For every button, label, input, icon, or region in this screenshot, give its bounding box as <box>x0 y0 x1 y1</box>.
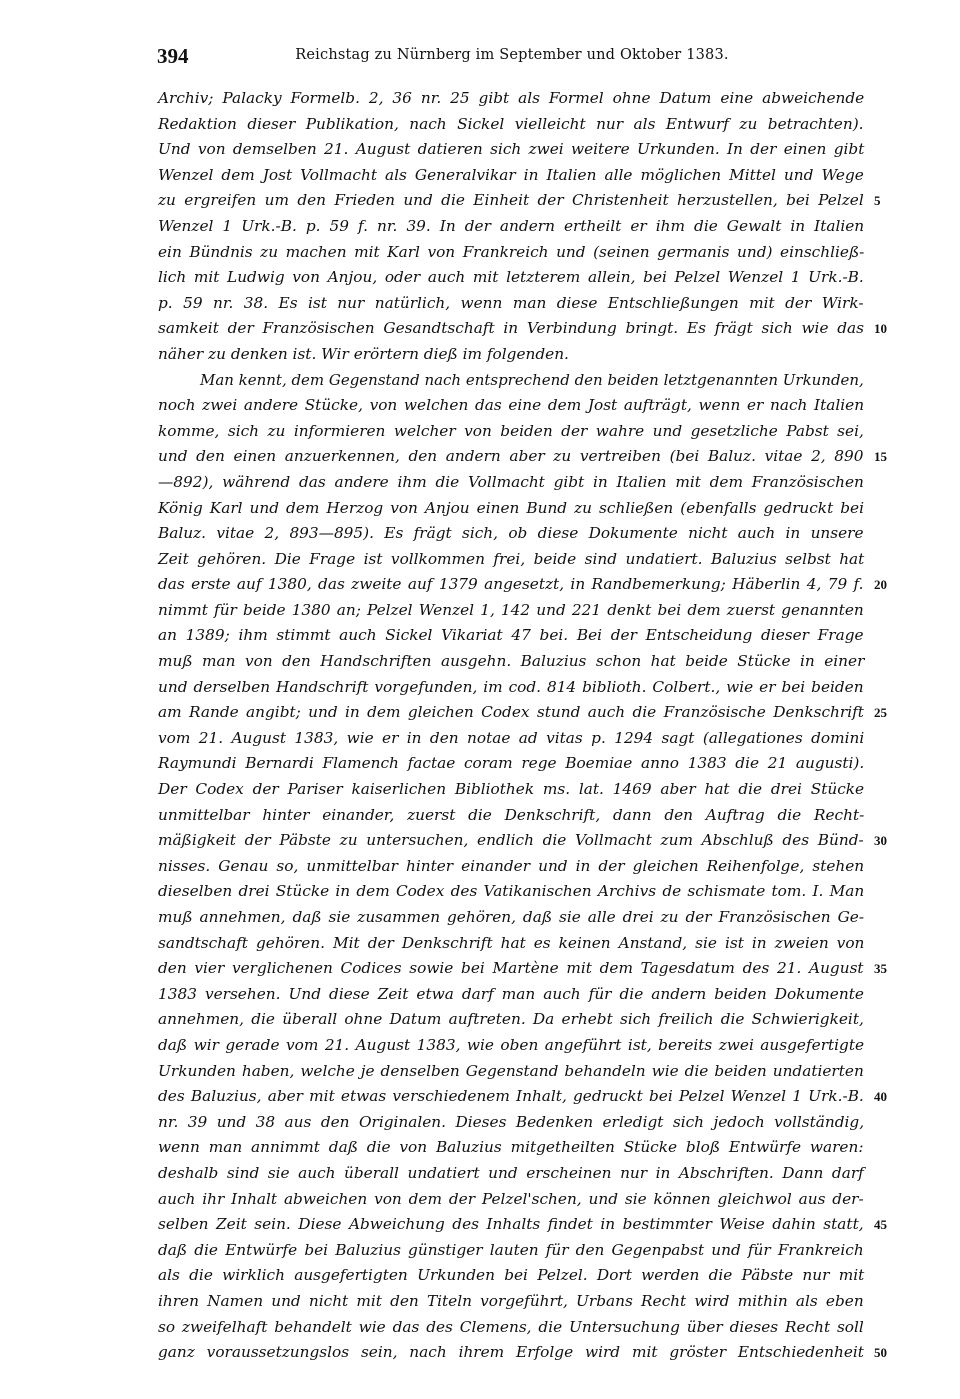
text-line-content: zu ergreifen um den Frieden und die Einheit der Christenheit herzustellen, bei Pelzel <box>158 191 864 210</box>
text-line <box>158 1007 864 1033</box>
text-line <box>158 803 864 829</box>
text-line <box>158 342 864 368</box>
text-line-content: so zweifelhaft behandelt wie das des Clemens, die Untersuchung über dieses Recht soll <box>158 1317 864 1336</box>
text-line-content: Man kennt, dem Gegenstand nach entsprechend den beiden letztgenannten Urkunden, <box>200 370 864 389</box>
text-line-content: —892), während das andere ihm die Vollmacht gibt in Italien mit dem Französischen <box>158 472 864 491</box>
text-line-content: deshalb sind sie auch überall undatiert und erscheinen nur in Abschriften. Dann darf <box>158 1163 864 1182</box>
text-line <box>158 1212 887 1238</box>
text-line <box>158 751 864 777</box>
line-number: 35 <box>874 961 887 977</box>
text-line-content: Zeit gehören. Die Frage ist vollkommen frei, beide sind undatiert. Baluzius selbst hat <box>158 549 865 568</box>
text-line-content: Baluz. vitae 2, 893—895). Es frägt sich, ob diese Dokumente nicht auch in unsere <box>158 524 864 543</box>
text-line-content: als die wirklich ausgefertigten Urkunden bei Pelzel. Dort werden die Päbste nur mit <box>158 1266 865 1285</box>
text-line-content: selben Zeit sein. Diese Abweichung des Inhalts findet in bestimmter Weise dahin statt, <box>158 1215 864 1234</box>
text-line-content: annehmen, die überall ohne Datum auftreten. Da erhebt sich freilich die Schwierigkeit, <box>158 1010 864 1029</box>
text-line <box>158 854 864 880</box>
text-line-content: daß wir gerade vom 21. August 1383, wie oben angeführt ist, bereits zwei ausgefertigte <box>158 1035 865 1054</box>
text-line <box>158 393 864 419</box>
text-line <box>158 521 864 547</box>
text-line <box>158 1289 864 1315</box>
line-number: 20 <box>874 577 887 593</box>
text-line-content: Urkunden haben, welche je denselben Gegenstand behandeln wie die beiden undatierten <box>158 1061 864 1080</box>
text-line <box>158 547 864 573</box>
line-number: 10 <box>874 321 887 337</box>
text-line <box>158 623 864 649</box>
text-line-content: Der Codex der Pariser kaiserlichen Bibliothek ms. lat. 1469 aber hat die drei Stücke <box>158 780 865 799</box>
text-line <box>158 163 864 189</box>
text-line <box>158 982 864 1008</box>
text-line-content: samkeit der Französischen Gesandtschaft in Verbindung bringt. Es frägt sich wie das <box>158 319 865 338</box>
text-line <box>158 675 864 701</box>
text-line-content: nr. 39 und 38 aus den Originalen. Dieses Bedenken erledigt sich jedoch vollständig, <box>158 1112 865 1131</box>
text-line-content: nisses. Genau so, unmittelbar hinter einander und in der gleichen Reihenfolge, stehen <box>158 856 865 875</box>
text-line <box>158 879 864 905</box>
text-line-content: Und von demselben 21. August datieren sich zwei weitere Urkunden. In der einen gibt <box>158 140 865 159</box>
line-number: 15 <box>874 449 887 465</box>
text-line-content: unmittelbar hinter einander, zuerst die Denkschrift, dann den Auftrag die Recht- <box>158 805 865 824</box>
text-line-content: den vier verglichenen Codices sowie bei Martène mit dem Tagesdatum des 21. August <box>158 959 864 978</box>
line-number: 5 <box>874 193 881 209</box>
text-line <box>158 726 864 752</box>
text-line-content: Wenzel 1 Urk.-B. p. 59 f. nr. 39. In der andern ertheilt er ihm die Gewalt in Italien <box>158 216 865 235</box>
text-line <box>158 828 887 854</box>
text-line-content: sandtschaft gehören. Mit der Denkschrift hat es keinen Anstand, sie ist in zweien von <box>158 933 865 952</box>
text-line <box>158 240 864 266</box>
text-line-content: ein Bündnis zu machen mit Karl von Frankreich und (seinen germanis und) einschließ- <box>158 242 865 261</box>
text-line-content: König Karl und dem Herzog von Anjou einen Bund zu schließen (ebenfalls gedruckt bei <box>158 498 864 517</box>
text-line-content: muß man von den Handschriften ausgehn. Baluzius schon hat beide Stücke in einer <box>158 652 865 671</box>
text-line-content: Archiv; Palacky Formelb. 2, 36 nr. 25 gibt als Formel ohne Datum eine abweichende <box>158 89 865 107</box>
text-line-content: 1383 versehen. Und diese Zeit etwa darf man auch für die andern beiden Dokumente <box>158 984 864 1003</box>
text-line-content: näher zu denken ist. Wir erörtern dieß im folgenden. <box>158 344 569 363</box>
text-line-content: muß annehmen, daß sie zusammen gehören, daß sie alle drei zu der Französischen Ge- <box>158 908 865 926</box>
text-line-content: am Rande angibt; und in dem gleichen Codex stund auch die Französische Denkschrift <box>158 703 864 722</box>
running-title: Reichstag zu Nürnberg im September und Oktober 1383. <box>295 47 729 63</box>
text-line-content: p. 59 nr. 38. Es ist nur natürlich, wenn man diese Entschließungen mit der Wirk- <box>158 293 864 312</box>
text-line <box>158 931 864 957</box>
text-line <box>158 905 864 931</box>
text-line-content: wenn man annimmt daß die von Baluzius mitgetheilten Stücke bloß Entwürfe waren: <box>158 1138 864 1157</box>
text-line <box>158 1059 864 1085</box>
text-line <box>158 86 864 112</box>
text-line-content: das erste auf 1380, das zweite auf 1379 angesetzt, in Randbemerkung; Häberlin 4, 79 f. <box>158 575 864 594</box>
text-line <box>158 265 864 291</box>
text-line <box>158 368 864 394</box>
text-line-content: Raymundi Bernardi Flamench factae coram rege Boemiae anno 1383 die 21 augusti). <box>158 754 865 773</box>
text-line <box>158 496 864 522</box>
text-line <box>158 956 887 982</box>
line-number: 45 <box>874 1217 887 1233</box>
body-text <box>158 86 887 1366</box>
text-line <box>158 777 864 803</box>
text-line <box>158 1238 864 1264</box>
text-line-content: nimmt für beide 1380 an; Pelzel Wenzel 1, 142 und 221 denkt bei dem zuerst genannten <box>158 600 864 619</box>
text-line <box>158 470 864 496</box>
line-number: 25 <box>874 705 887 721</box>
text-line-content: daß die Entwürfe bei Baluzius günstiger lauten für den Gegenpabst und für Frankreich <box>158 1240 864 1259</box>
text-line-content: ihren Namen und nicht mit den Titeln vorgeführt, Urbans Recht wird mithin als eben <box>158 1291 864 1310</box>
text-line-content: auch ihr Inhalt abweichen von dem der Pelzel'schen, und sie können gleichwol aus der- <box>158 1189 864 1208</box>
text-line <box>158 1315 864 1341</box>
text-line <box>158 1033 864 1059</box>
text-line-content: Wenzel dem Jost Vollmacht als Generalvikar in Italien alle möglichen Mittel und Wege <box>158 165 864 184</box>
text-line-content: mäßigkeit der Päbste zu untersuchen, endlich die Vollmacht zum Abschluß des Bünd- <box>158 831 864 850</box>
text-line-content: vom 21. August 1383, wie er in den notae ad vitas p. 1294 sagt (allegationes domini <box>158 728 865 747</box>
line-number: 50 <box>874 1345 887 1361</box>
text-line <box>158 1263 864 1289</box>
page-number: 394 <box>157 44 189 68</box>
text-line <box>158 1135 864 1161</box>
text-line-content: und den einen anzuerkennen, den andern aber zu vertreiben (bei Baluz. vitae 2, 890 <box>158 447 864 466</box>
page-header <box>157 44 867 72</box>
text-line <box>158 188 881 214</box>
text-line <box>158 291 864 317</box>
text-line-content: lich mit Ludwig von Anjou, oder auch mit letzterem allein, bei Pelzel Wenzel 1 Urk.-B. <box>158 268 864 287</box>
text-line <box>158 572 887 598</box>
text-line <box>158 1110 864 1136</box>
line-number: 40 <box>874 1089 887 1105</box>
text-line <box>158 137 864 163</box>
text-line <box>158 598 864 624</box>
line-number: 30 <box>874 833 887 849</box>
text-line <box>158 444 887 470</box>
text-line-content: dieselben drei Stücke in dem Codex des Vatikanischen Archivs de schismate tom. I. Man <box>158 882 865 901</box>
text-line-content: noch zwei andere Stücke, von welchen das eine dem Jost aufträgt, wenn er nach Italien <box>158 396 865 415</box>
text-line-content: Redaktion dieser Publikation, nach Sickel vielleicht nur als Entwurf zu betrachten). <box>158 114 864 133</box>
text-line <box>158 112 864 138</box>
text-line <box>158 214 864 240</box>
text-line-content: des Baluzius, aber mit etwas verschiedenem Inhalt, gedruckt bei Pelzel Wenzel 1 Urk.-B. <box>158 1087 864 1106</box>
text-line <box>158 1161 864 1187</box>
text-line <box>158 419 864 445</box>
text-line <box>158 1187 864 1213</box>
text-line-content: ganz voraussetzungslos sein, nach ihrem Erfolge wird mit gröster Entschiedenheit <box>158 1343 864 1362</box>
text-line-content: und derselben Handschrift vorgefunden, im cod. 814 biblioth. Colbert., wie er bei beiden <box>158 677 864 696</box>
text-line <box>158 649 864 675</box>
text-line <box>158 1084 887 1110</box>
text-line <box>158 1340 887 1366</box>
text-line <box>158 316 887 342</box>
text-line-content: komme, sich zu informieren welcher von beiden der wahre und gesetzliche Pabst sei, <box>158 421 864 440</box>
text-line-content: an 1389; ihm stimmt auch Sickel Vikariat 47 bei. Bei der Entscheidung dieser Frage <box>158 626 864 645</box>
text-line <box>158 700 887 726</box>
